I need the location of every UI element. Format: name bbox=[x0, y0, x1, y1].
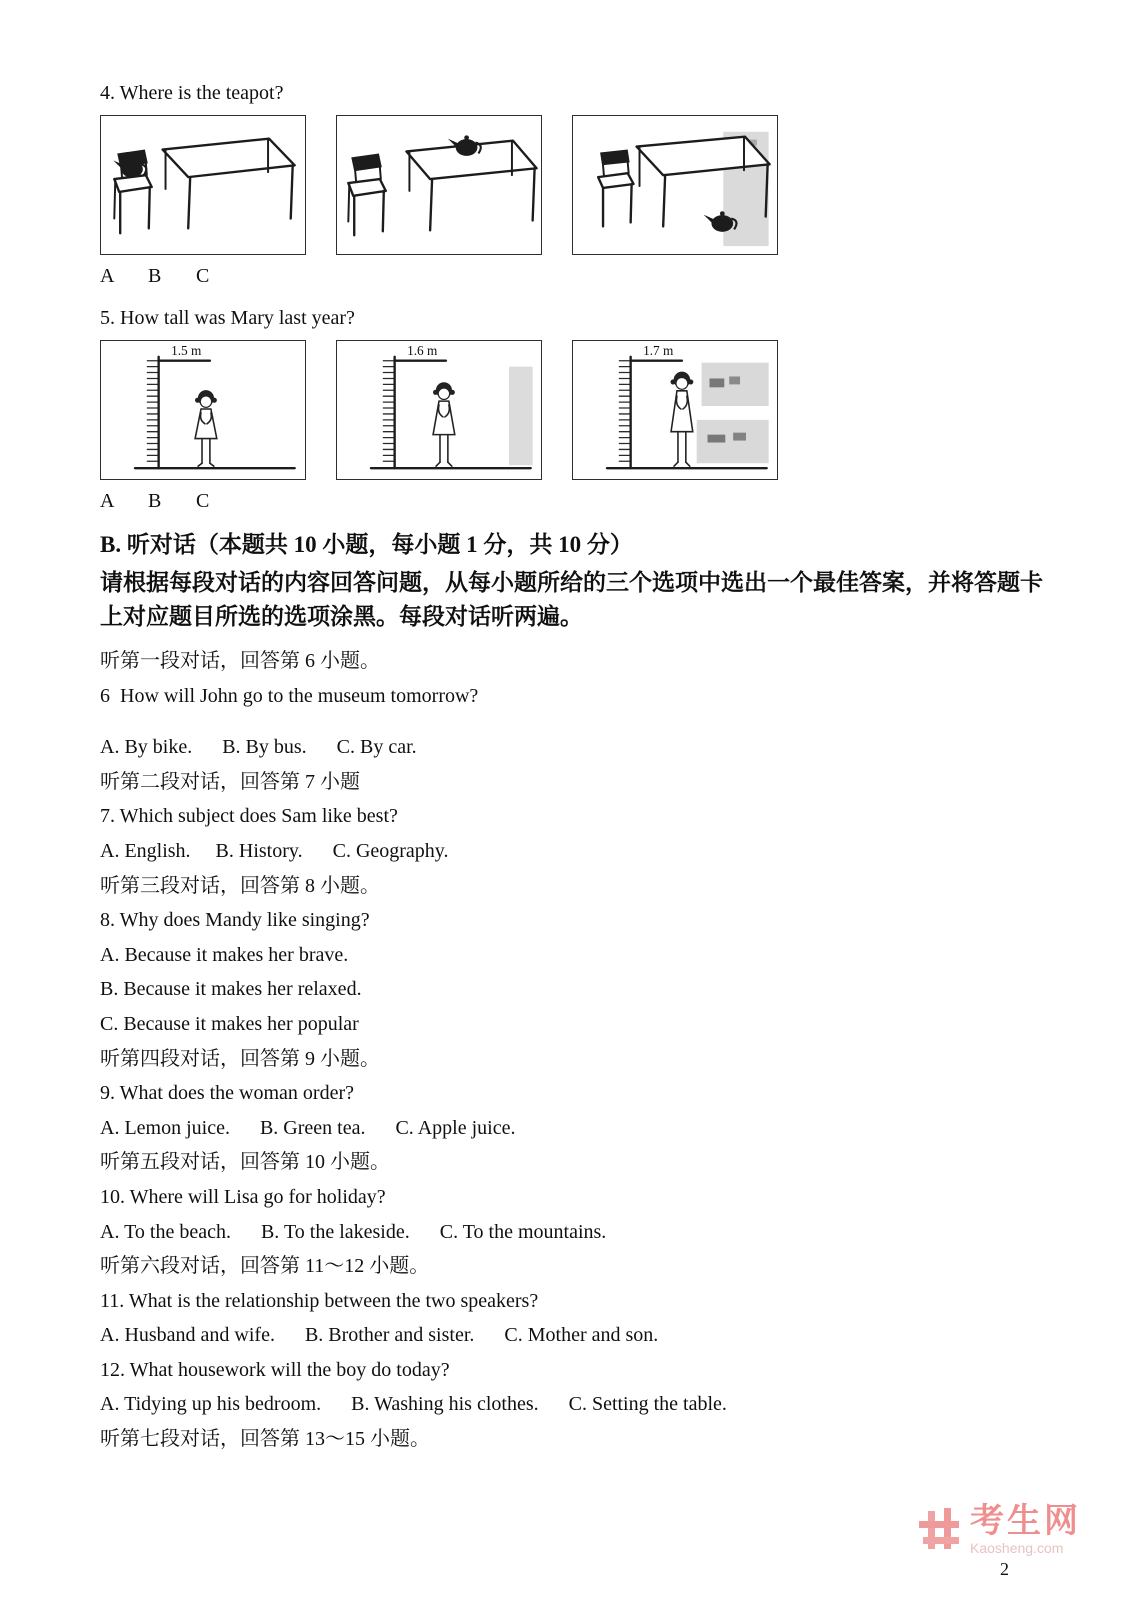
options-line: A. By bike. B. By bus. C. By car. bbox=[100, 736, 417, 759]
options-line: A. Lemon juice. B. Green tea. C. Apple juice. bbox=[100, 1116, 516, 1139]
section-b-heading: B. 听对话（本题共 10 小题，每小题 1 分，共 10 分） bbox=[100, 532, 633, 557]
scan-artifact bbox=[509, 367, 533, 466]
listen-cue: 听第三段对话，回答第 8 小题。 bbox=[100, 874, 380, 897]
instructions-line-1: 请根据每段对话的内容回答问题，从每小题所给的三个选项中选出一个最佳答案，并将答题卡 bbox=[100, 570, 1043, 595]
scan-artifact bbox=[697, 363, 769, 464]
table-drawing bbox=[163, 139, 295, 229]
choice-label-b: B bbox=[148, 265, 162, 287]
question-line: 6 How will John go to the museum tomorrow? bbox=[100, 684, 479, 707]
q4-image-row bbox=[100, 115, 1050, 255]
options-line: A. Tidying up his bedroom. B. Washing his clothes. C. Setting the table. bbox=[100, 1393, 727, 1416]
q4-choice-labels bbox=[100, 265, 1050, 288]
question-line: 12. What housework will the boy do today? bbox=[100, 1358, 450, 1381]
girl-figure bbox=[433, 382, 455, 466]
options-line: A. Husband and wife. B. Brother and sister. C. Mother and son. bbox=[100, 1324, 659, 1347]
girl-height-drawing bbox=[101, 341, 305, 479]
page-content bbox=[100, 80, 1050, 1457]
listen-cue: 听第六段对话，回答第 11～12 小题。 bbox=[100, 1255, 430, 1278]
girl-height-drawing bbox=[573, 341, 777, 479]
girl-figure bbox=[195, 390, 217, 466]
listen-cue: 听第二段对话，回答第 7 小题 bbox=[100, 770, 360, 793]
section-b-instructions bbox=[100, 566, 1050, 634]
height-label: 1.6 m bbox=[407, 342, 438, 358]
choice-label-c: C bbox=[196, 265, 210, 287]
chair-drawing bbox=[348, 153, 385, 235]
question-line: 10. Where will Lisa go for holiday? bbox=[100, 1185, 386, 1208]
options-line: A. To the beach. B. To the lakeside. C. To the mountains. bbox=[100, 1220, 607, 1243]
question-line: 7. Which subject does Sam like best? bbox=[100, 805, 398, 828]
q5-option-c-image bbox=[572, 340, 778, 480]
dialogue-questions bbox=[100, 644, 1050, 1457]
q5-image-row bbox=[100, 340, 1050, 480]
listen-cue: 听第四段对话，回答第 9 小题。 bbox=[100, 1047, 380, 1070]
question-line: 8. Why does Mandy like singing? bbox=[100, 909, 370, 932]
question-line: 9. What does the woman order? bbox=[100, 1082, 354, 1105]
q5-option-b-image bbox=[336, 340, 542, 480]
teapot-on-table-drawing bbox=[337, 116, 541, 254]
choice-label-b: B bbox=[148, 490, 162, 512]
q4-prompt: 4. Where is the teapot? bbox=[100, 82, 284, 104]
teapot-on-floor-drawing bbox=[573, 116, 777, 254]
option-line-a: A. Because it makes her brave. bbox=[100, 943, 349, 966]
height-label: 1.5 m bbox=[171, 342, 202, 358]
q5-block bbox=[100, 305, 1050, 513]
girl-height-drawing bbox=[337, 341, 541, 479]
girl-figure bbox=[670, 372, 693, 467]
listen-cue: 听第五段对话，回答第 10 小题。 bbox=[100, 1151, 390, 1174]
page-number: 2 bbox=[1000, 1559, 1009, 1579]
height-label: 1.7 m bbox=[643, 342, 674, 358]
q4-option-a-image bbox=[100, 115, 306, 255]
choice-label-a: A bbox=[100, 265, 115, 287]
options-line: A. English. B. History. C. Geography. bbox=[100, 839, 449, 862]
watermark-subtitle: Kaosheng.com bbox=[970, 1540, 1064, 1557]
q5-option-a-image bbox=[100, 340, 306, 480]
choice-label-c: C bbox=[196, 490, 210, 512]
question-line: 11. What is the relationship between the two speakers? bbox=[100, 1289, 539, 1312]
q5-prompt: 5. How tall was Mary last year? bbox=[100, 307, 355, 329]
choice-label-a: A bbox=[100, 490, 115, 512]
watermark-title: 考生网 bbox=[970, 1501, 1081, 1540]
instructions-line-2: 上对应题目所选的选项涂黑。每段对话听两遍。 bbox=[100, 604, 583, 629]
kaosheng-logo-icon bbox=[917, 1508, 961, 1552]
site-watermark bbox=[917, 1501, 1081, 1557]
option-line-b: B. Because it makes her relaxed. bbox=[100, 978, 362, 1001]
q5-choice-labels bbox=[100, 490, 1050, 513]
option-line-c: C. Because it makes her popular bbox=[100, 1012, 359, 1035]
watermark-text bbox=[970, 1501, 1081, 1557]
ruler-drawing bbox=[619, 357, 682, 468]
q4-option-b-image bbox=[336, 115, 542, 255]
listen-cue: 听第一段对话，回答第 6 小题。 bbox=[100, 650, 380, 672]
listen-cue: 听第七段对话，回答第 13～15 小题。 bbox=[100, 1428, 430, 1451]
teapot-on-chair-drawing bbox=[101, 116, 305, 254]
q4-option-c-image bbox=[572, 115, 778, 255]
chair-drawing bbox=[598, 150, 633, 227]
